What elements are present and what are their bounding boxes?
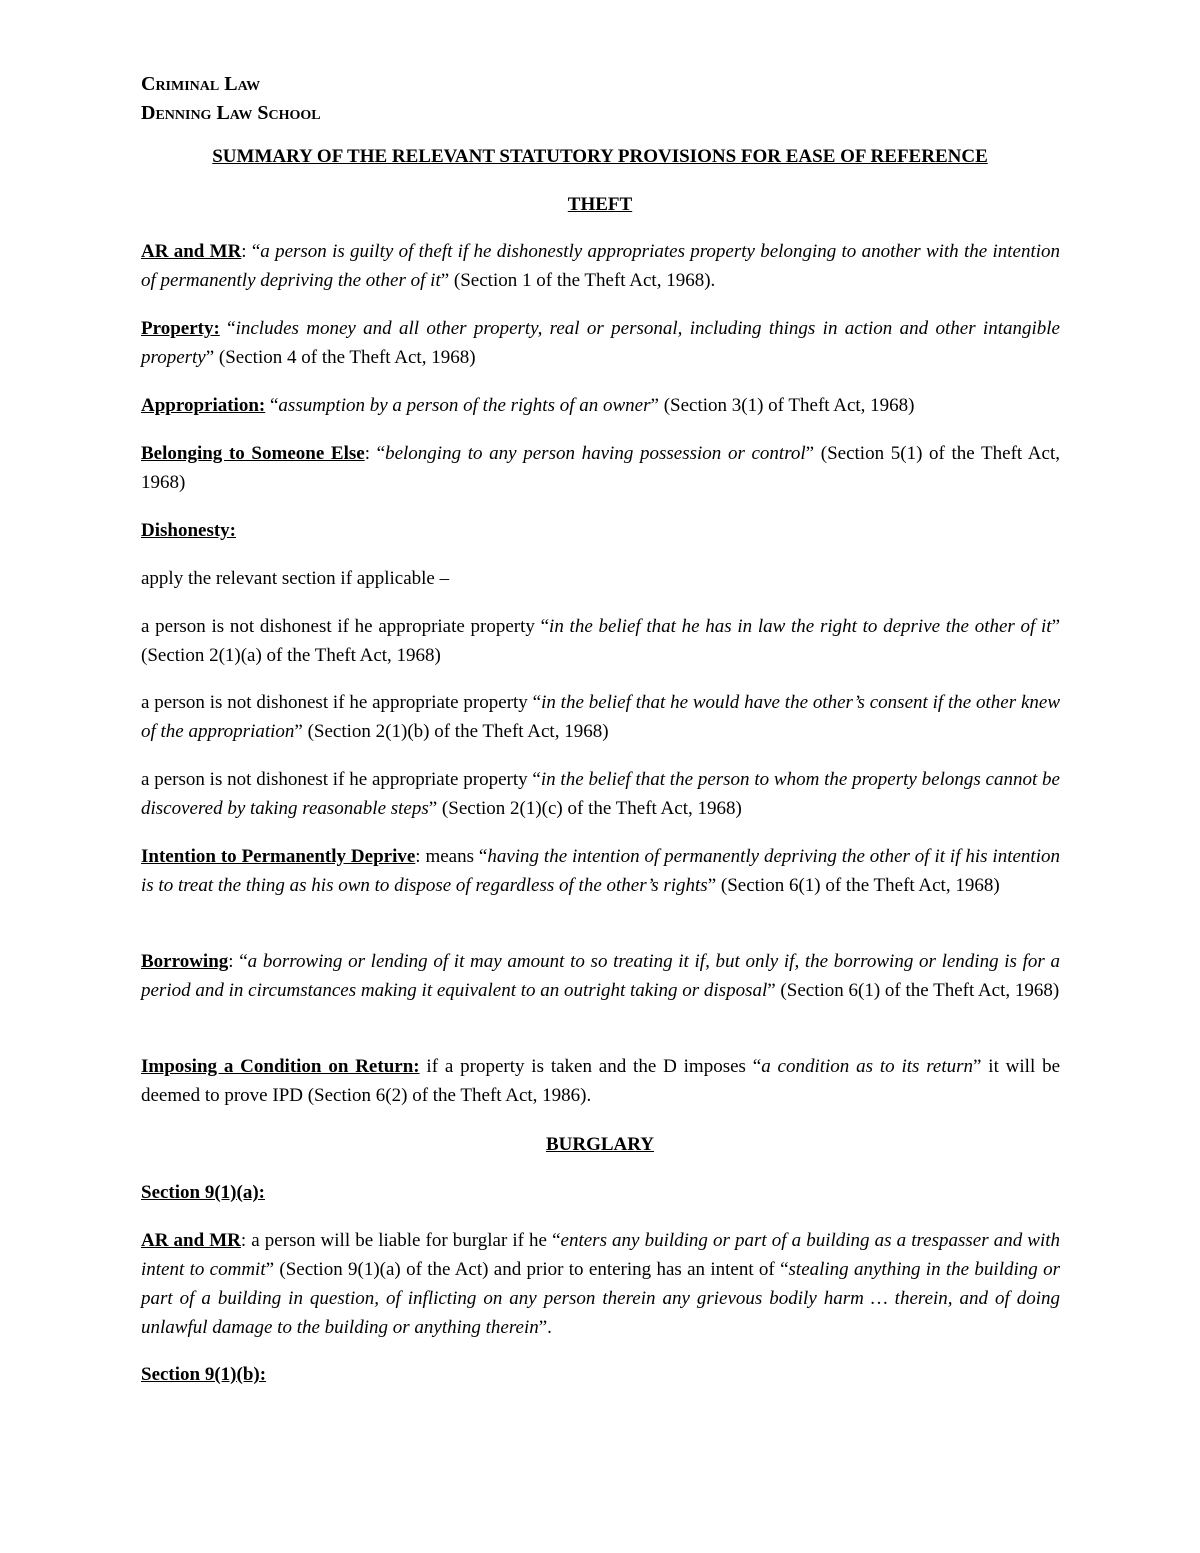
statutory-quote: includes money and all other property, real or personal, including things in action and other intangible property bbox=[141, 318, 1060, 368]
section-9-1-b-heading: Section 9(1)(b): bbox=[141, 1364, 267, 1385]
section-9-1-b-heading-paragraph bbox=[141, 1360, 1060, 1389]
statutory-quote: in the belief that the person to whom the property belongs cannot be discovered by taking reasonable steps bbox=[141, 769, 1060, 819]
section-9-1-a-heading-paragraph bbox=[141, 1178, 1060, 1207]
dishonesty-heading-paragraph bbox=[141, 516, 1060, 545]
school-name: Denning Law School bbox=[141, 102, 321, 124]
statutory-quote: a borrowing or lending of it may amount to so treating it if, but only if, the borrowing or lending is for a period and in circumstances making it equivalent to an outright taking or disposal bbox=[141, 951, 1060, 1001]
theft-ar-mr-paragraph: AR and MR: “a person is guilty of theft if he dishonestly appropriates property belonging to another with the intention of permanently depriving the other of it” (Section 1 of the Theft Act, 1968). bbox=[141, 241, 1060, 291]
main-title: SUMMARY OF THE RELEVANT STATUTORY PROVISIONS FOR EASE OF REFERENCE bbox=[212, 146, 988, 167]
dishonesty-heading: Dishonesty: bbox=[141, 520, 237, 541]
dishonesty-item: a person is not dishonest if he appropriate property “in the belief that he would have the other’s consent if the other knew of the appropriation” (Section 2(1)(b) of the Theft Act, 1968) bbox=[141, 692, 1060, 742]
ar-mr-heading: AR and MR bbox=[141, 1230, 241, 1251]
appropriation-paragraph: Appropriation: “assumption by a person of the rights of an owner” (Section 3(1) of Theft Act, 1968) bbox=[141, 395, 915, 416]
dishonesty-item: a person is not dishonest if he appropriate property “in the belief that he has in law the right to deprive the other of it” (Section 2(1)(a) of the Theft Act, 1968) bbox=[141, 616, 1060, 666]
statutory-quote: having the intention of permanently depriving the other of it if his intention is to treat the thing as his own to dispose of regardless of the other’s rights bbox=[141, 846, 1060, 896]
property-paragraph: Property: “includes money and all other property, real or personal, including things in action and other intangible property” (Section 4 of the Theft Act, 1968) bbox=[141, 318, 1060, 368]
course-name: Criminal Law bbox=[141, 73, 261, 95]
statutory-quote: a condition as to its return bbox=[761, 1056, 974, 1077]
statutory-quote: enters any building or part of a building as a trespasser and with intent to commit bbox=[141, 1230, 1061, 1280]
statutory-quote: stealing anything in the building or part of a building in question, of inflicting on any person therein any grievous bodily harm … therein, and of doing unlawful damage to the building or anything therein bbox=[141, 1259, 1060, 1338]
condition-heading: Imposing a Condition on Return: bbox=[141, 1056, 420, 1077]
burglary-ar-mr-paragraph: AR and MR: a person will be liable for burglar if he “enters any building or part of a building as a trespasser and with intent to commit” (Section 9(1)(a) of the Act) and prior to entering has an intent of “stealing anything in the building or part of a building in question, of inflicting on any person therein any grievous bodily harm … therein, and of doing unlawful damage to the building or anything therein”. bbox=[141, 1230, 1061, 1338]
belonging-paragraph: Belonging to Someone Else: “belonging to any person having possession or control” (Section 5(1) of the Theft Act, 1968) bbox=[141, 443, 1060, 493]
property-heading: Property: bbox=[141, 318, 220, 339]
statutory-quote: in the belief that he has in law the right to deprive the other of it bbox=[549, 616, 1052, 637]
section-9-1-a-heading: Section 9(1)(a): bbox=[141, 1182, 265, 1203]
appropriation-heading: Appropriation: bbox=[141, 395, 266, 416]
theft-title: THEFT bbox=[567, 194, 633, 215]
burglary-title: BURGLARY bbox=[545, 1134, 655, 1155]
condition-paragraph: Imposing a Condition on Return: if a property is taken and the D imposes “a condition as to its return” it will be deemed to prove IPD (Section 6(2) of the Theft Act, 1986). bbox=[141, 1056, 1060, 1106]
borrowing-heading: Borrowing bbox=[141, 951, 229, 972]
ipd-heading: Intention to Permanently Deprive bbox=[141, 846, 416, 867]
dishonesty-intro: apply the relevant section if applicable – bbox=[141, 568, 450, 589]
belonging-heading: Belonging to Someone Else bbox=[141, 443, 365, 464]
ar-mr-heading: AR and MR bbox=[141, 241, 242, 262]
borrowing-paragraph: Borrowing: “a borrowing or lending of it may amount to so treating it if, but only if, the borrowing or lending is for a period and in circumstances making it equivalent to an outright taking or disposal” (Section 6(1) of the Theft Act, 1968) bbox=[141, 951, 1060, 1001]
dishonesty-item: a person is not dishonest if he appropriate property “in the belief that the person to whom the property belongs cannot be discovered by taking reasonable steps” (Section 2(1)(c) of the Theft Act, 1968) bbox=[141, 769, 1060, 819]
document-header bbox=[141, 70, 1060, 128]
statutory-quote: a person is guilty of theft if he dishonestly appropriates property belonging to another with the intention of permanently depriving the other of it bbox=[141, 241, 1060, 291]
statutory-quote: belonging to any person having possession or control bbox=[385, 443, 806, 464]
statutory-quote: assumption by a person of the rights of an owner bbox=[278, 395, 651, 416]
statutory-quote: in the belief that he would have the other’s consent if the other knew of the appropriation bbox=[141, 692, 1060, 742]
ipd-paragraph: Intention to Permanently Deprive: means “having the intention of permanently depriving the other of it if his intention is to treat the thing as his own to dispose of regardless of the other’s rights” (Section 6(1) of the Theft Act, 1968) bbox=[141, 846, 1060, 896]
